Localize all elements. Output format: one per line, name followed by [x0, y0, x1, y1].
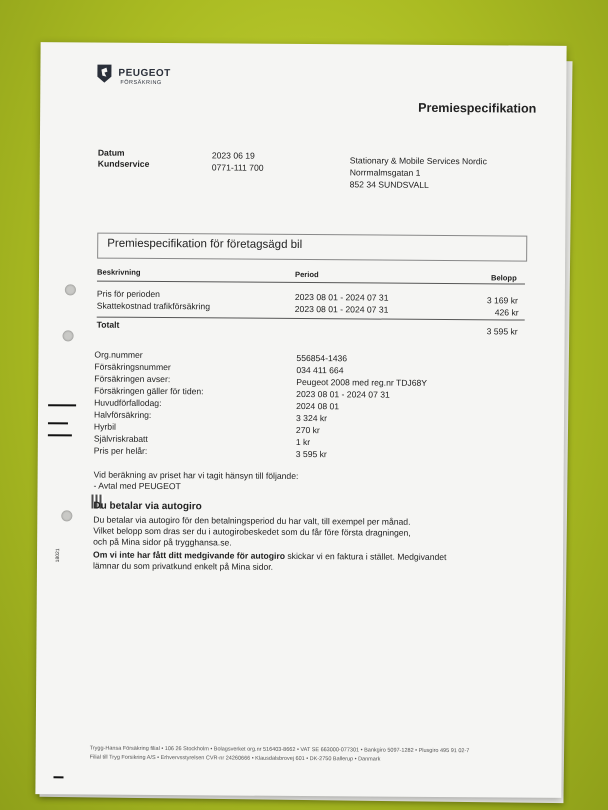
footer-line-1: Trygg-Hansa Försäkring filial • 106 26 Stockholm • Bolagsverket org.nr 516403-8662 • VAT SE 663000-077301 • Bankgiro 5097-1282 • Plusgiro 495 91 02-7 [89, 745, 470, 755]
detail-label: Självriskrabatt [93, 433, 148, 444]
detail-label: Org.nummer [94, 349, 143, 360]
section-title: Premiespecifikation för företagsägd bil [107, 237, 303, 252]
detail-value: 270 kr [295, 424, 320, 436]
kundservice-label: Kundservice [97, 158, 150, 169]
autogiro-line-2: Vilket belopp som dras ser du i autogirobeskedet som du får före första dragningen, [93, 525, 411, 538]
autogiro-line-3: och på Mina sidor på trygghansa.se. [93, 536, 232, 548]
note-line-1: Vid beräkning av priset har vi tagit hänsyn till följande: [93, 469, 299, 481]
address-line-3: 852 34 SUNDSVALL [349, 179, 429, 190]
brand-name: PEUGEOT [118, 67, 171, 80]
datum-label: Datum [97, 147, 125, 158]
footer-line-2: Filial till Tryg Forsikring A/S • Erhvervsstyrelsen CVR-nr 24260666 • Klausdalsbrovej 601 • DK-2750 Ballerup • Danmark [89, 754, 381, 763]
total-label: Totalt [96, 319, 120, 330]
peugeot-lion-logo-icon [94, 63, 114, 85]
detail-label: Huvudförfallodag: [94, 397, 162, 409]
autogiro-title: Du betalar via autogiro [93, 500, 202, 513]
address-line-1: Stationary & Mobile Services Nordic [349, 155, 487, 167]
detail-label: Hyrbil [93, 421, 116, 432]
table-header-rule [97, 281, 525, 285]
detail-value: 3 324 kr [295, 412, 328, 424]
address-line-2: Norrmalmsgatan 1 [349, 167, 421, 178]
document-id: 18021 [55, 548, 62, 563]
punch-hole-bottom [61, 510, 72, 521]
autogiro-consent-rest: skickar vi en faktura i stället. Medgivandet [284, 550, 447, 563]
margin-mark [48, 422, 68, 424]
row-2-description: Skattekostnad trafikförsäkring [96, 300, 211, 312]
row-2-period: 2023 08 01 - 2024 07 31 [294, 303, 389, 315]
autogiro-consent-line-2: lämnar du som privatkund enkelt på Mina sidor. [92, 560, 274, 572]
detail-value: 556854-1436 [296, 352, 348, 364]
row-1-period: 2023 08 01 - 2024 07 31 [294, 291, 389, 303]
detail-value: 1 kr [295, 436, 311, 448]
detail-value: 3 595 kr [295, 448, 327, 460]
col-header-amount: Belopp [490, 273, 517, 283]
datum-value: 2023 06 19 [211, 150, 255, 161]
autogiro-line-1: Du betalar via autogiro för den betalningsperiod du har valt, till exempel per månad. [93, 514, 411, 527]
detail-label: Pris per helår: [93, 445, 148, 456]
margin-mark [53, 776, 63, 778]
row-1-description: Pris för perioden [96, 288, 160, 300]
col-header-description: Beskrivning [96, 267, 141, 277]
margin-mark [48, 404, 76, 406]
punch-hole-top [65, 284, 76, 295]
row-1-amount: 3 169 kr [486, 295, 518, 306]
total-value: 3 595 kr [486, 326, 518, 337]
document-page [35, 42, 566, 798]
punch-hole-middle [63, 330, 74, 341]
margin-mark [48, 434, 72, 436]
detail-label: Halvförsäkring: [93, 409, 152, 420]
col-header-period: Period [294, 269, 319, 280]
note-line-2: - Avtal med PEUGEOT [93, 480, 181, 492]
detail-value: Peugeot 2008 med reg.nr TDJ68Y [296, 376, 428, 388]
detail-value: 2023 08 01 - 2024 07 31 [296, 388, 390, 400]
detail-label: Försäkringen avser: [94, 373, 171, 385]
detail-label: Försäkringen gäller för tiden: [94, 385, 204, 397]
detail-value: 034 411 664 [296, 364, 344, 376]
detail-value: 2024 08 01 [296, 400, 340, 412]
document-title: Premiespecifikation [418, 100, 537, 116]
kundservice-value: 0771-111 700 [211, 162, 264, 173]
detail-label: Försäkringsnummer [94, 361, 171, 373]
autogiro-consent-bold: Om vi inte har fått ditt medgivande för autogiro [93, 549, 286, 561]
row-2-amount: 426 kr [494, 307, 519, 318]
brand-sub: FÖRSÄKRING [120, 79, 162, 87]
table-total-rule [97, 317, 525, 321]
